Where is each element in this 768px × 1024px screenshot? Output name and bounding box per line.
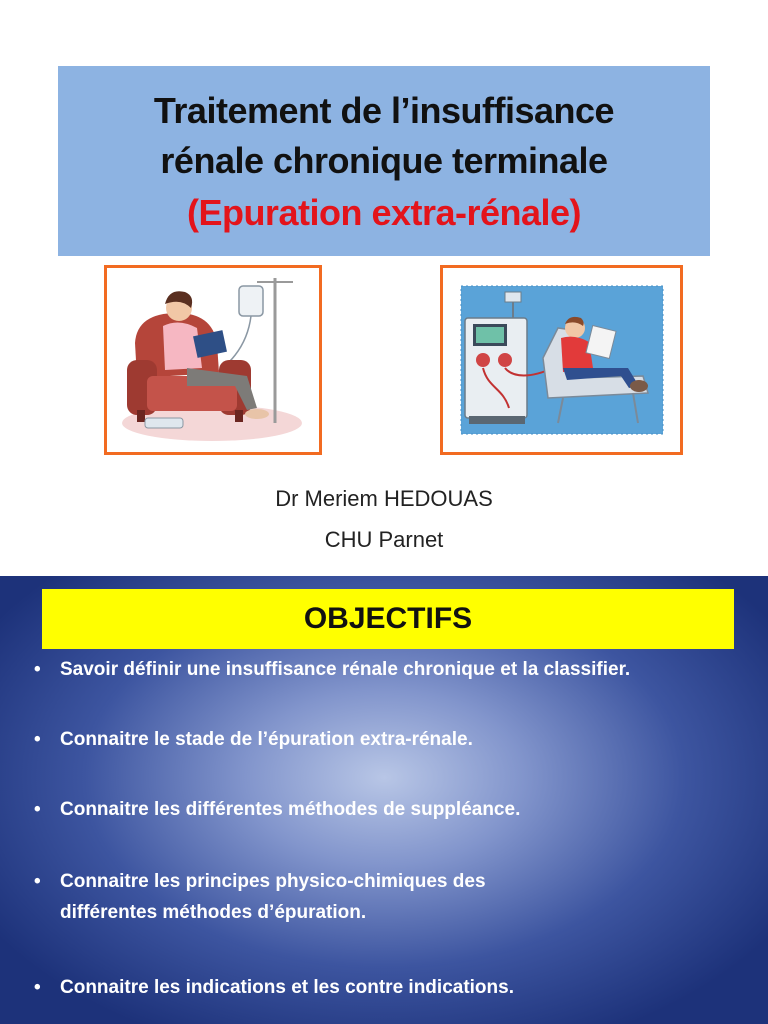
author-institution: CHU Parnet bbox=[324, 527, 444, 552]
bullet-icon: • bbox=[34, 659, 41, 680]
list-item bbox=[32, 866, 486, 928]
list-item-text: Connaitre les principes physico-chimiques des bbox=[60, 871, 486, 892]
bullet-icon: • bbox=[34, 977, 41, 998]
list-item bbox=[32, 972, 514, 1003]
objectives-heading: OBJECTIFS bbox=[303, 602, 473, 635]
list-item-text: Connaitre les indications et les contre indications. bbox=[60, 977, 514, 998]
bullet-icon: • bbox=[34, 729, 41, 750]
list-item bbox=[32, 724, 473, 755]
objectives-slide bbox=[0, 576, 768, 1024]
list-item-text: Connaitre le stade de l’épuration extra-rénale. bbox=[60, 729, 473, 750]
list-item-text: Savoir définir une insuffisance rénale chronique et la classifier. bbox=[60, 659, 631, 680]
author-name: Dr Meriem HEDOUAS bbox=[275, 486, 493, 511]
slide-subtitle: (Epuration extra-rénale) bbox=[186, 192, 582, 233]
slide-title-line-1: Traitement de l’insuffisance bbox=[153, 90, 615, 131]
list-item bbox=[32, 654, 630, 685]
title-box bbox=[58, 66, 710, 256]
peritoneal-dialysis-illustration bbox=[104, 265, 322, 455]
hemodialysis-icon bbox=[443, 268, 680, 452]
list-item-text-continued: différentes méthodes d’épuration. bbox=[60, 902, 367, 923]
list-item-text: Connaitre les différentes méthodes de suppléance. bbox=[60, 799, 521, 820]
peritoneal-dialysis-icon bbox=[107, 268, 319, 452]
list-item bbox=[32, 794, 520, 825]
bullet-icon: • bbox=[34, 799, 41, 820]
hemodialysis-illustration bbox=[440, 265, 683, 455]
slide-title-line-2: rénale chronique terminale bbox=[160, 140, 608, 181]
objectives-heading-box bbox=[42, 589, 734, 649]
bullet-icon: • bbox=[34, 871, 41, 892]
